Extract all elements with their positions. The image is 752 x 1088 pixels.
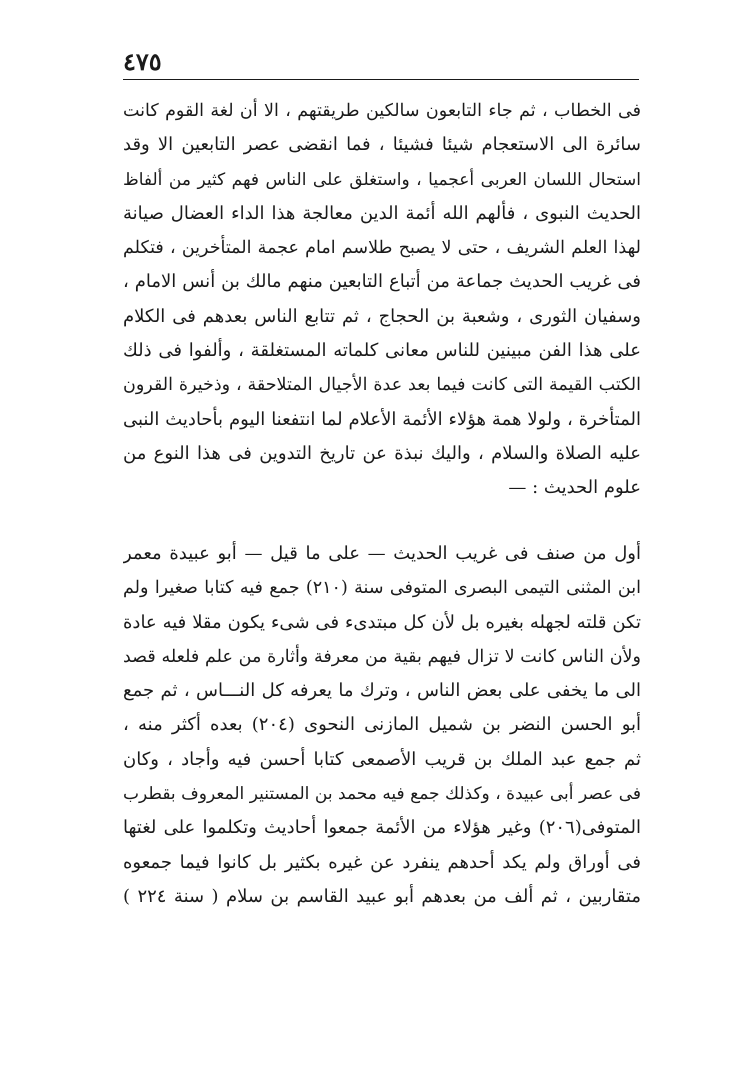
paragraph-1: [123, 94, 641, 506]
page-number: ٤٧٥: [123, 47, 162, 76]
text-line: أول من صنف فى غريب الحديث — على ما قيل — أبو عبيدة معمر: [123, 543, 641, 564]
text-line: استحال اللسان العربى أعجميا ، واستغلق على الناس فهم كثير من ألفاظ: [123, 169, 641, 190]
text-line: الكتب القيمة التى كانت فيما بعد عدة الأجيال المتلاحقة ، وذخيرة القرون: [123, 375, 641, 396]
text-line: فى عصر أبى عبيدة ، وكذلك جمع فيه محمد بن المستنير المعروف بقطرب: [123, 784, 641, 805]
paragraph-2: [123, 537, 641, 914]
text-line: لهذا العلم الشريف ، حتى لا يصبح طلاسم امام عجمة المتأخرين ، فتكلم: [123, 238, 641, 259]
text-line: متقاربين ، ثم ألف من بعدهم أبو عبيد القاسم بن سلام ( سنة ٢٢٤ ): [123, 885, 641, 907]
header-rule: [123, 79, 639, 80]
text-line: فى الخطاب ، ثم جاء التابعون سالكين طريقتهم ، الا أن لغة القوم كانت: [123, 101, 641, 121]
text-line: أبو الحسن النضر بن شميل المازنى النحوى (٢٠٤) بعده أكثر منه ،: [123, 714, 641, 736]
text-line: ثم جمع عبد الملك بن قريب الأصمعى كتابا أحسن فيه وأجاد ، وكان: [123, 748, 641, 770]
text-line: عليه الصلاة والسلام ، واليك نبذة عن تاريخ التدوين فى هذا النوع من: [123, 442, 641, 464]
text-line: فى أوراق ولم يكد أحدهم ينفرد عن غيره بكثير بل كانوا فيما جمعوه: [123, 851, 641, 873]
text-line: وسفيان الثورى ، وشعبة بن الحجاج ، ثم تتابع الناس بعدهم فى الكلام: [123, 305, 641, 327]
text-line: المتوفى(٢٠٦) وغير هؤلاء من الأئمة جمعوا أحاديث وتكلموا على لغتها: [123, 817, 641, 839]
text-line: المتأخرة ، ولولا همة هؤلاء الأئمة الأعلام لما انتفعنا اليوم بأحاديث النبى: [123, 408, 641, 430]
text-line: الى ما يخفى على بعض الناس ، وترك ما يعرفه كل النـــاس ، ثم جمع: [123, 680, 641, 702]
text-line: الحديث النبوى ، فألهم الله أئمة الدين معالجة هذا الداء العضال صيانة: [123, 202, 641, 224]
text-line: على هذا الفن مبينين للناس معانى كلماته المستغلقة ، وألفوا فى ذلك: [123, 340, 641, 362]
text-line: سائرة الى الاستعجام شيئا فشيئا ، فما انقضى عصر التابعين الا وقد: [123, 134, 641, 156]
text-line: ابن المثنى التيمى البصرى المتوفى سنة (٢١٠) جمع فيه كتابا صغيرا ولم: [123, 578, 641, 599]
text-line: علوم الحديث : —: [508, 477, 641, 499]
text-line: ولأن الناس كانت لا تزال فيهم بقية من معرفة وأثارة من علم فلعله قصد: [123, 646, 641, 667]
text-line: تكن قلته لجهله بغيره بل لأن كل مبتدىء فى شىء يكون مقلا فيه عادة: [123, 611, 641, 633]
text-line: فى غريب الحديث جماعة من أتباع التابعين منهم مالك بن أنس الامام ،: [123, 271, 641, 293]
